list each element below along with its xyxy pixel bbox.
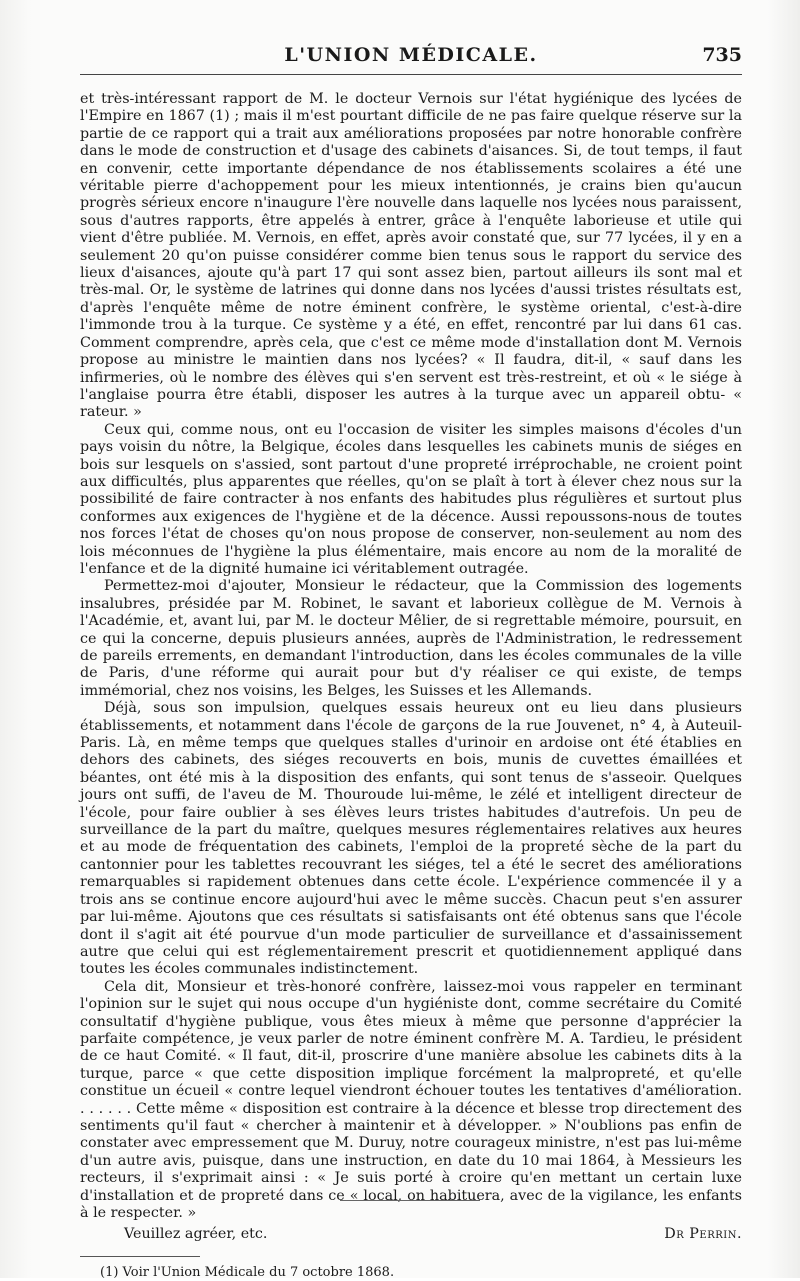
paragraph-3: Permettez-moi d'ajouter, Monsieur le rédacteur, que la Commission des logements insalubres, présidée par M. Robinet, le savant et laborieux collègue de M. Vernois à l'Académie, et, avant lui, par M. le docteur Mêlier, de si regrettable mémoire, poursuit, en ce qui la concerne, depuis plusieurs années, auprès de l'Administration, le redressement de pareils errements, en demandant l'introduction, dans les écoles communales de la ville de Paris, d'une réforme qui aurait pour but d'y réaliser ce qui existe, de temps immémorial, chez nos voisins, les Belges, les Suisses et les Allemands. [80,578,742,699]
paragraph-2: Ceux qui, comme nous, ont eu l'occasion de visiter les simples maisons d'écoles d'un pays voisin du nôtre, la Belgique, écoles dans lesquelles les cabinets munis de siéges en bois sur lesquels on s'assied, sont partout d'une propreté irréprochable, ne croient point aux difficultés, plus apparentes que réelles, qu'on se plaît à tort à élever chez nous sur la possibilité de faire contracter à nos enfants des habitudes plus régulières et surtout plus conformes aux exigences de l'hygiène et de la décence. Aussi repoussons-nous de toutes nos forces l'état de choses qu'on nous propose de conserver, non-seulement au nom des lois méconnues de l'hygiène la plus élémentaire, mais encore au nom de la moralité de l'enfance et de la dignité humaine ici véritablement outragée. [80,421,742,577]
closing-formula: Veuillez agréer, etc. [124,1226,268,1243]
paragraph-1: et très-intéressant rapport de M. le docteur Vernois sur l'état hygiénique des lycées de l'Empire en 1867 (1) ; mais il m'est pourtant difficile de ne pas faire quelque réserve sur la partie de ce rapport qui a trait aux améliorations proposées par notre honorable confrère dans le mode de construction et d'usage des cabinets d'aisances. Si, de tout temps, il faut en convenir, cette importante dépendance de nos établissements scolaires a été une véritable pierre d'achoppement pour les mieux intentionnés, je crains bien qu'aucun progrès sérieux encore n'inaugure l'ère nouvelle dans laquelle nos lycées nous paraissent, sous d'autres rapports, être appelés à entrer, grâce à l'enquête laborieuse et utile qui vient d'être publiée. M. Vernois, en effet, après avoir constaté que, sur 77 lycées, il y en a seulement 20 qu'on puisse considérer comme bien tenus sous le rapport du service des lieux d'aisances, ajoute qu'à part 17 qui sont assez bien, partout ailleurs ils sont mal et très-mal. Or, le système de latrines qui donne dans nos lycées d'aussi tristes résultats est, d'après l'enquête même de notre éminent confrère, le système oriental, c'est-à-dire l'immonde trou à la turque. Ce système y a été, en effet, rencontré par lui dans 61 cas. Comment comprendre, après cela, que c'est ce même mode d'installation dont M. Vernois propose au ministre le maintien dans nos lycées? « Il faudra, dit-il, « sauf dans les infirmeries, où le nombre des élèves qui s'en servent est très-restreint, et où « le siége à l'anglaise pourra être établi, disposer les autres à la turque avec un appareil obtu- « rateur. » [80,91,742,421]
paragraph-4: Déjà, sous son impulsion, quelques essais heureux ont eu lieu dans plusieurs établissements, et notamment dans l'école de garçons de la rue Jouvenet, n° 4, à Auteuil-Paris. Là, en même temps que quelques stalles d'urinoir en ardoise ont été établies en dehors des cabinets, des siéges recouverts en bois, munis de cuvettes émaillées et béantes, ont été mis à la disposition des enfants, qui sont tenus de s'asseoir. Quelques jours ont suffi, de l'aveu de M. Thouroude lui-même, le zélé et intelligent directeur de l'école, pour faire oublier à ses élèves leurs tristes habitudes d'autrefois. Un peu de surveillance de la part du maître, quelques mesures réglementaires relatives aux heures et au mode de fréquentation des cabinets, l'emploi de la propreté sèche de la part du cantonnier pour les tablettes recouvrant les siéges, tel a été le secret des améliorations remarquables si rapidement obtenues dans cette école. L'expérience commencée il y a trois ans se continue encore aujourd'hui avec le même succès. Chacun peut s'en assurer par lui-même. Ajoutons que ces résultats si satisfaisants ont été obtenus sans que l'école dont il s'agit ait été pourvue d'un mode particulier de surveillance et d'assainissement autre que celui qui est réglementairement prescrit et quotidiennement appliqué dans toutes les écoles communales indistinctement. [80,700,742,978]
page-content [80,40,742,1281]
bottom-divider [340,1200,480,1201]
footnote: (1) Voir l'Union Médicale du 7 octobre 1868. [100,1265,395,1281]
footnote-divider [80,1256,200,1257]
author-signature: Dr Perrin. [664,1226,742,1243]
page-number: 735 [702,44,742,66]
page-header [80,40,742,75]
running-title: L'UNION MÉDICALE. [284,44,538,66]
signoff [80,1224,742,1246]
article-body [80,91,742,1281]
paragraph-5: Cela dit, Monsieur et très-honoré confrère, laissez-moi vous rappeler en terminant l'opinion sur le sujet qui nous occupe d'un hygiéniste dont, comme secrétaire du Comité consultatif d'hygiène publique, vous êtes mieux à même que personne d'apprécier la parfaite compétence, je veux parler de notre éminent confrère M. A. Tardieu, le président de ce haut Comité. « Il faut, dit-il, proscrire d'une manière absolue les cabinets dits à la turque, parce « que cette disposition implique forcément la malpropreté, et qu'elle constitue un écueil « contre lequel viendront échouer toutes les tentatives d'amélioration. . . . . . . Cette même « disposition est contraire à la décence et blesse trop directement des sentiments qu'il faut « chercher à maintenir et à développer. » N'oublions pas enfin de constater avec empressement que M. Duruy, notre courageux ministre, n'est pas lui-même d'un autre avis, puisque, dans une instruction, en date du 10 mai 1864, à Messieurs les recteurs, il s'exprimait ainsi : « Je suis porté à croire qu'en mettant un certain luxe d'installation et de propreté dans ce « local, on habituera, avec de la vigilance, les enfants à le respecter. » [80,978,742,1221]
